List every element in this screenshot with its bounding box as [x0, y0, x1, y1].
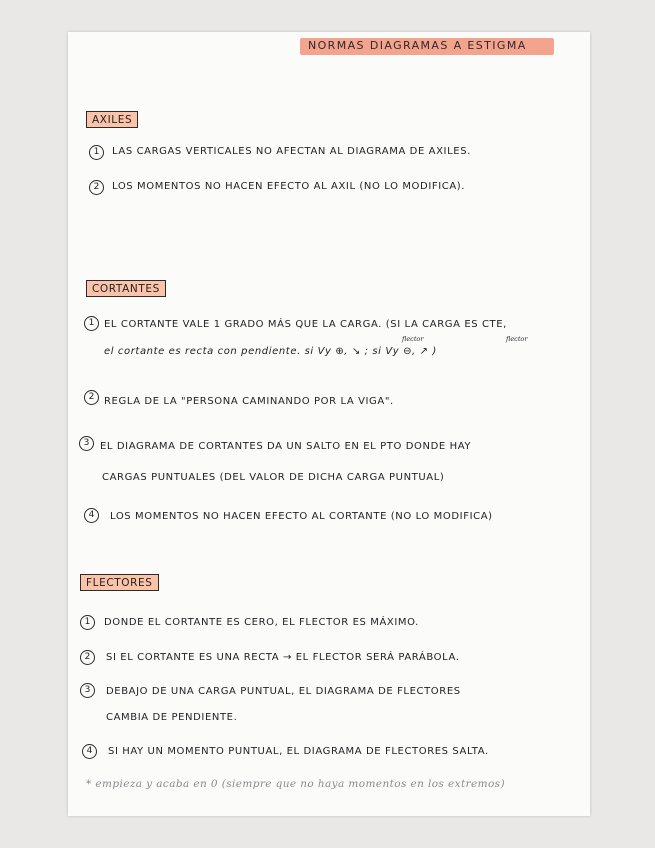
flector-annotation: flector: [402, 335, 424, 343]
axiles-item-2: LOS MOMENTOS NO HACEN EFECTO AL AXIL (NO LO MODIFICA).: [112, 181, 466, 192]
item-number: 1: [84, 316, 99, 331]
flectores-item-3-line-1: DEBAJO DE UNA CARGA PUNTUAL, EL DIAGRAMA DE FLECTORES: [106, 686, 461, 697]
section-heading-cortantes: CORTANTES: [86, 280, 166, 297]
page-title: [300, 38, 554, 55]
flectores-item-1: DONDE EL CORTANTE ES CERO, EL FLECTOR ES MÁXIMO.: [104, 617, 419, 628]
cortantes-item-3-line-2: CARGAS PUNTUALES (DEL VALOR DE DICHA CARGA PUNTUAL): [102, 472, 445, 483]
item-number: 4: [84, 508, 99, 523]
item-number: 1: [89, 145, 104, 160]
cortantes-item-4: LOS MOMENTOS NO HACEN EFECTO AL CORTANTE (NO LO MODIFICA): [110, 511, 493, 522]
section-heading-flectores: FLECTORES: [80, 574, 159, 591]
item-number: 2: [84, 390, 99, 405]
item-number: 1: [80, 615, 95, 630]
axiles-item-1: LAS CARGAS VERTICALES NO AFECTAN AL DIAGRAMA DE AXILES.: [112, 146, 471, 157]
section-heading-axiles: AXILES: [86, 111, 138, 128]
cortantes-item-1-line-2: el cortante es recta con pendiente. si Vy ⊕, ↘ ; si Vy ⊖, ↗ ): [104, 346, 437, 357]
flectores-item-3-line-2: CAMBIA DE PENDIENTE.: [106, 712, 238, 723]
item-number: 2: [80, 650, 95, 665]
pencil-note: * empieza y acaba en 0 (siempre que no haya momentos en los extremos): [86, 778, 505, 790]
item-number: 2: [89, 180, 104, 195]
cortantes-item-2: REGLA DE LA "PERSONA CAMINANDO POR LA VIGA".: [104, 396, 394, 407]
flectores-item-2: SI EL CORTANTE ES UNA RECTA → EL FLECTOR SERÁ PARÁBOLA.: [106, 652, 460, 663]
flector-annotation: flector: [506, 335, 528, 343]
item-number: 3: [79, 436, 94, 451]
cortantes-item-1-line-1: EL CORTANTE VALE 1 GRADO MÁS QUE LA CARGA. (SI LA CARGA ES CTE,: [104, 319, 507, 330]
page-title-text: NORMAS DIAGRAMAS A ESTIGMA: [308, 39, 527, 52]
cortantes-item-3-line-1: EL DIAGRAMA DE CORTANTES DA UN SALTO EN EL PTO DONDE HAY: [100, 441, 472, 452]
item-number: 3: [80, 683, 95, 698]
flectores-item-4: SI HAY UN MOMENTO PUNTUAL, EL DIAGRAMA DE FLECTORES SALTA.: [108, 746, 489, 757]
item-number: 4: [82, 744, 97, 759]
